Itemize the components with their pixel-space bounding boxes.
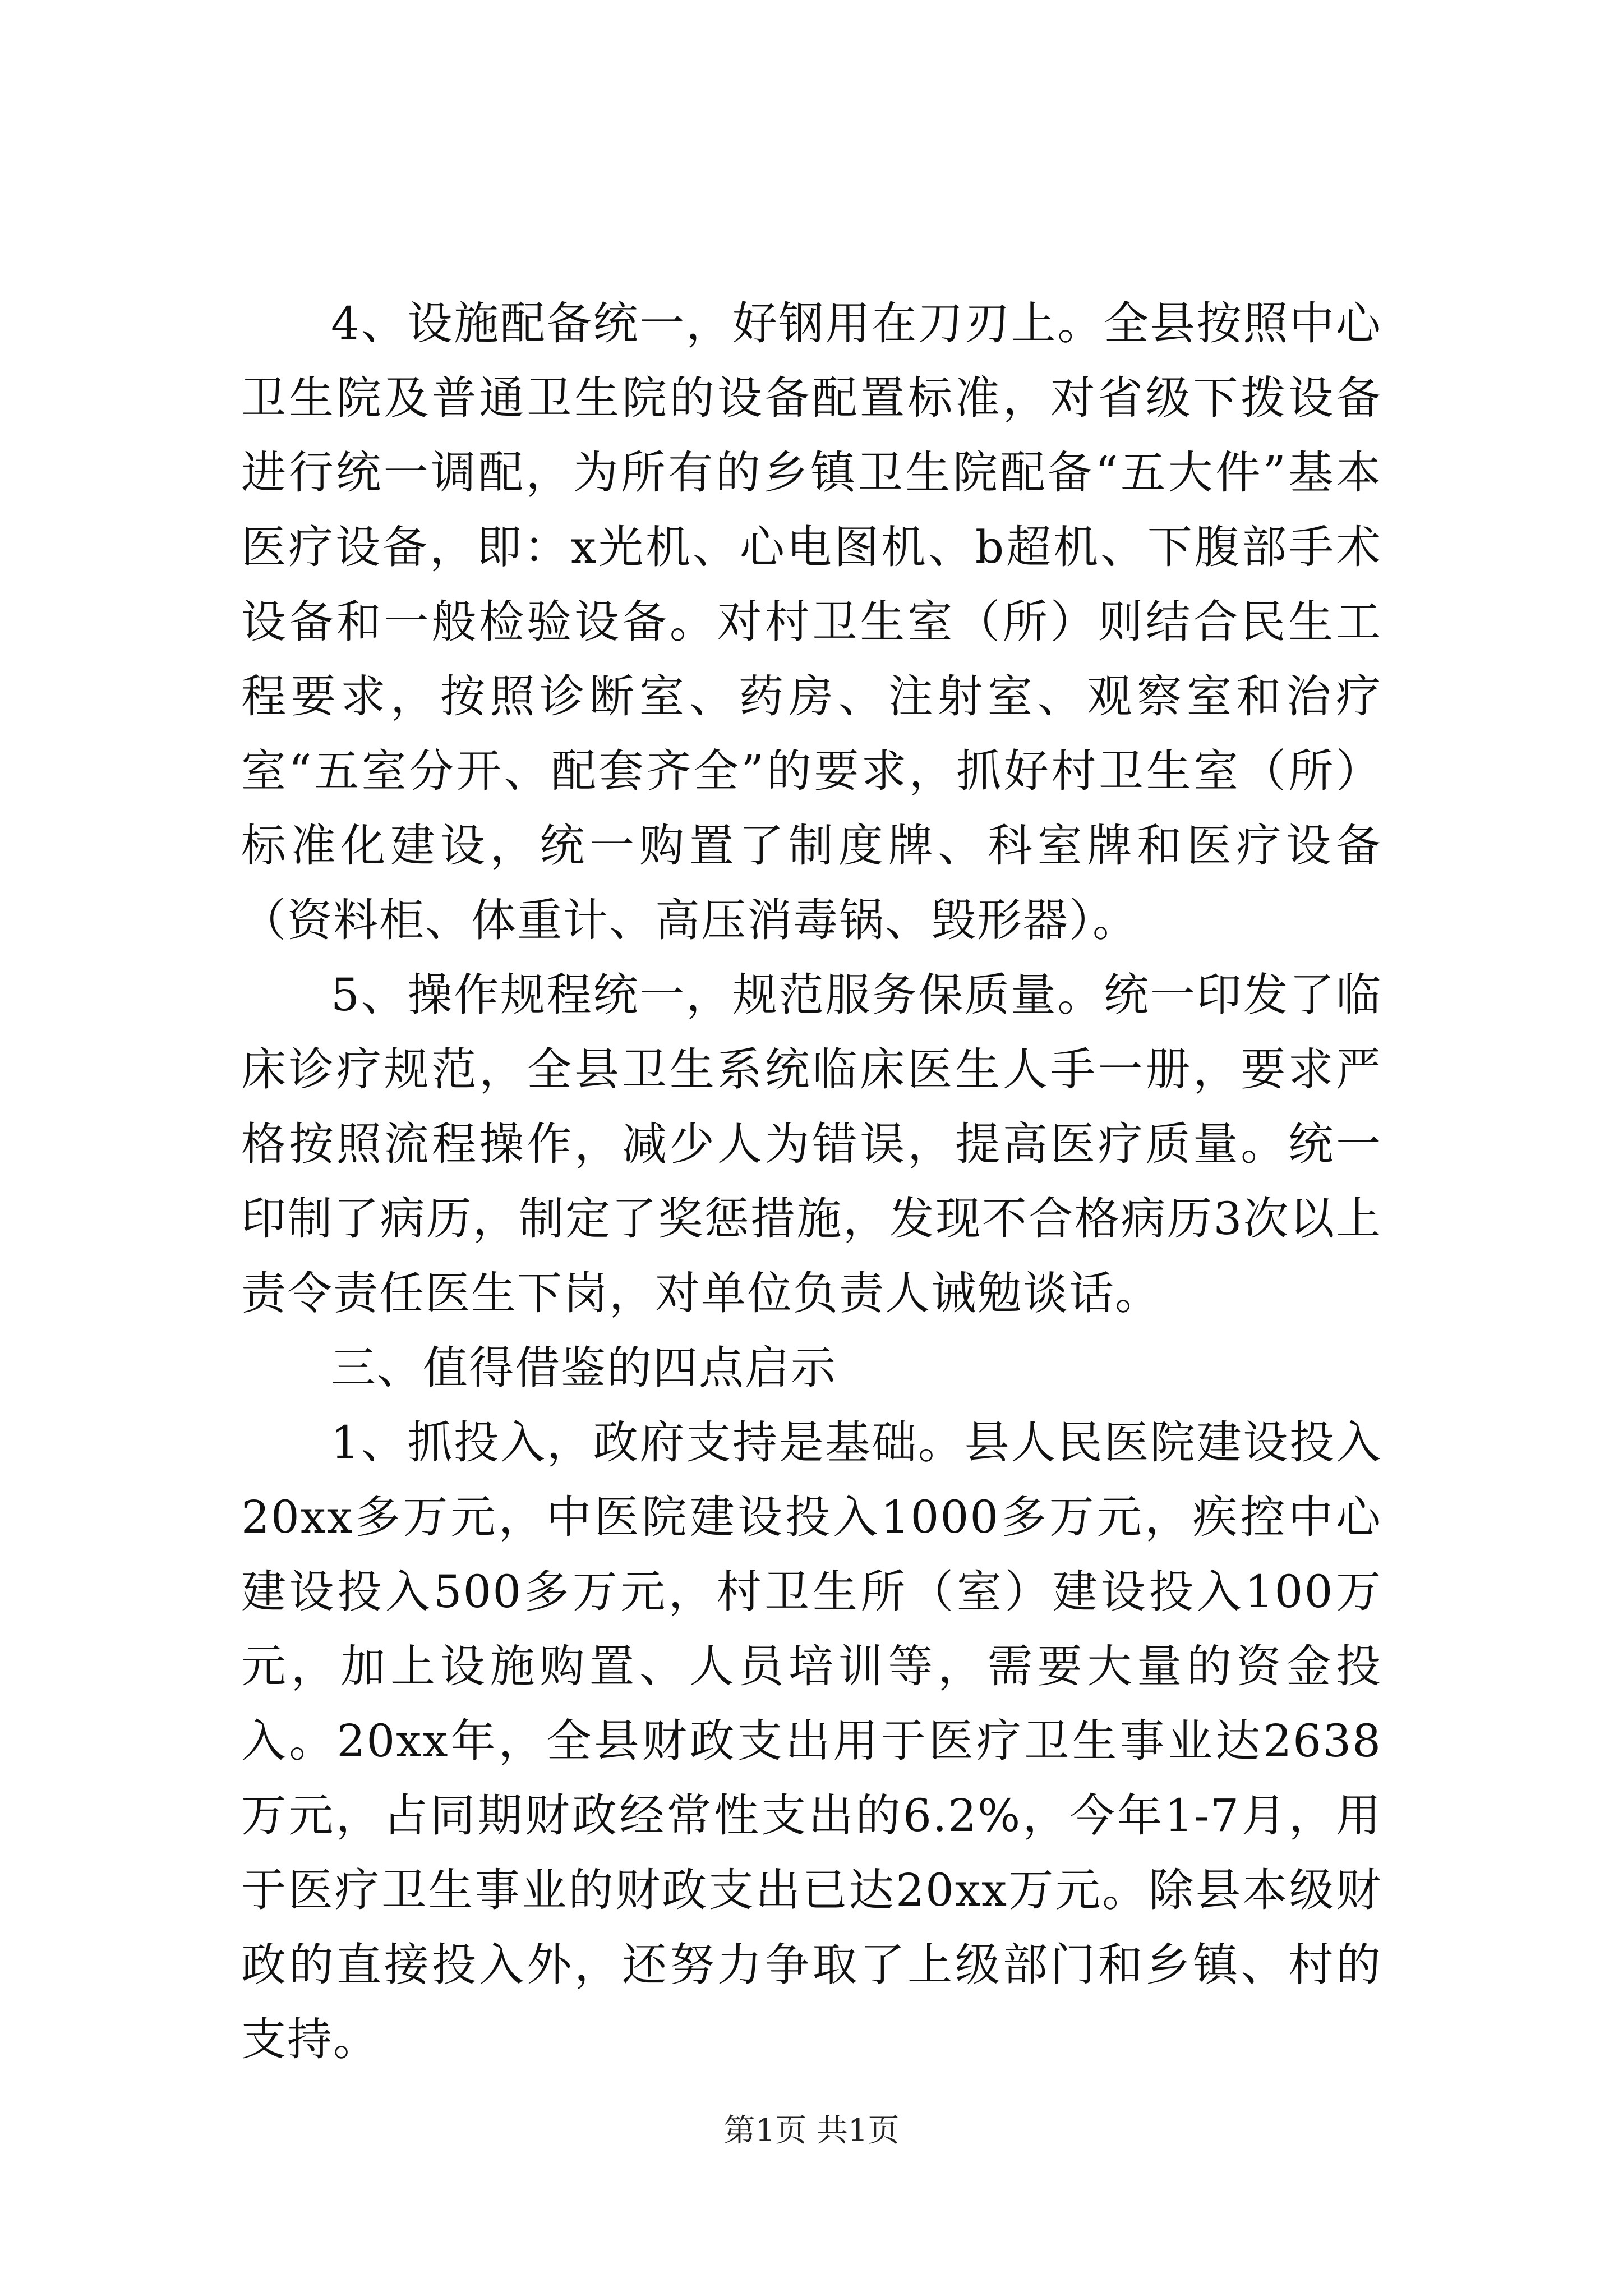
- section-heading: 三、值得借鉴的四点启示: [331, 1342, 837, 1394]
- document-body: [241, 286, 1382, 2077]
- paragraph-investment: 1、抓投入，政府支持是基础。县人民医院建设投入20xx多万元，中医院建设投入1000多万元，疾控中心建设投入500多万元，村卫生所（室）建设投入100万元，加上设施购置、人员培训等，需要大量的资金投入。20xx年，全县财政支出用于医疗卫生事业达2638万元，占同期财政经常性支出的6.2%，今年1-7月，用于医疗卫生事业的财政支出已达20xx万元。除县本级财政的直接投入外，还努力争取了上级部门和乡镇、村的支持。: [241, 1416, 1382, 2065]
- paragraph-item-4: 4、设施配备统一，好钢用在刀刃上。全县按照中心卫生院及普通卫生院的设备配置标准，对省级下拨设备进行统一调配，为所有的乡镇卫生院配备“五大件”基本医疗设备，即：x光机、心电图机、b超机、下腹部手术设备和一般检验设备。对村卫生室（所）则结合民生工程要求，按照诊断室、药房、注射室、观察室和治疗室“五室分开、配套齐全”的要求，抓好村卫生室（所）标准化建设，统一购置了制度牌、科室牌和医疗设备（资料柜、体重计、高压消毒锅、毁形器）。: [241, 297, 1382, 946]
- page-footer: 第1页 共1页: [723, 2113, 900, 2149]
- paragraph-item-5: 5、操作规程统一，规范服务保质量。统一印发了临床诊疗规范，全县卫生系统临床医生人手一册，要求严格按照流程操作，减少人为错误，提高医疗质量。统一印制了病历，制定了奖惩措施，发现不合格病历3次以上责令责任医生下岗，对单位负责人诫勉谈话。: [241, 969, 1382, 1319]
